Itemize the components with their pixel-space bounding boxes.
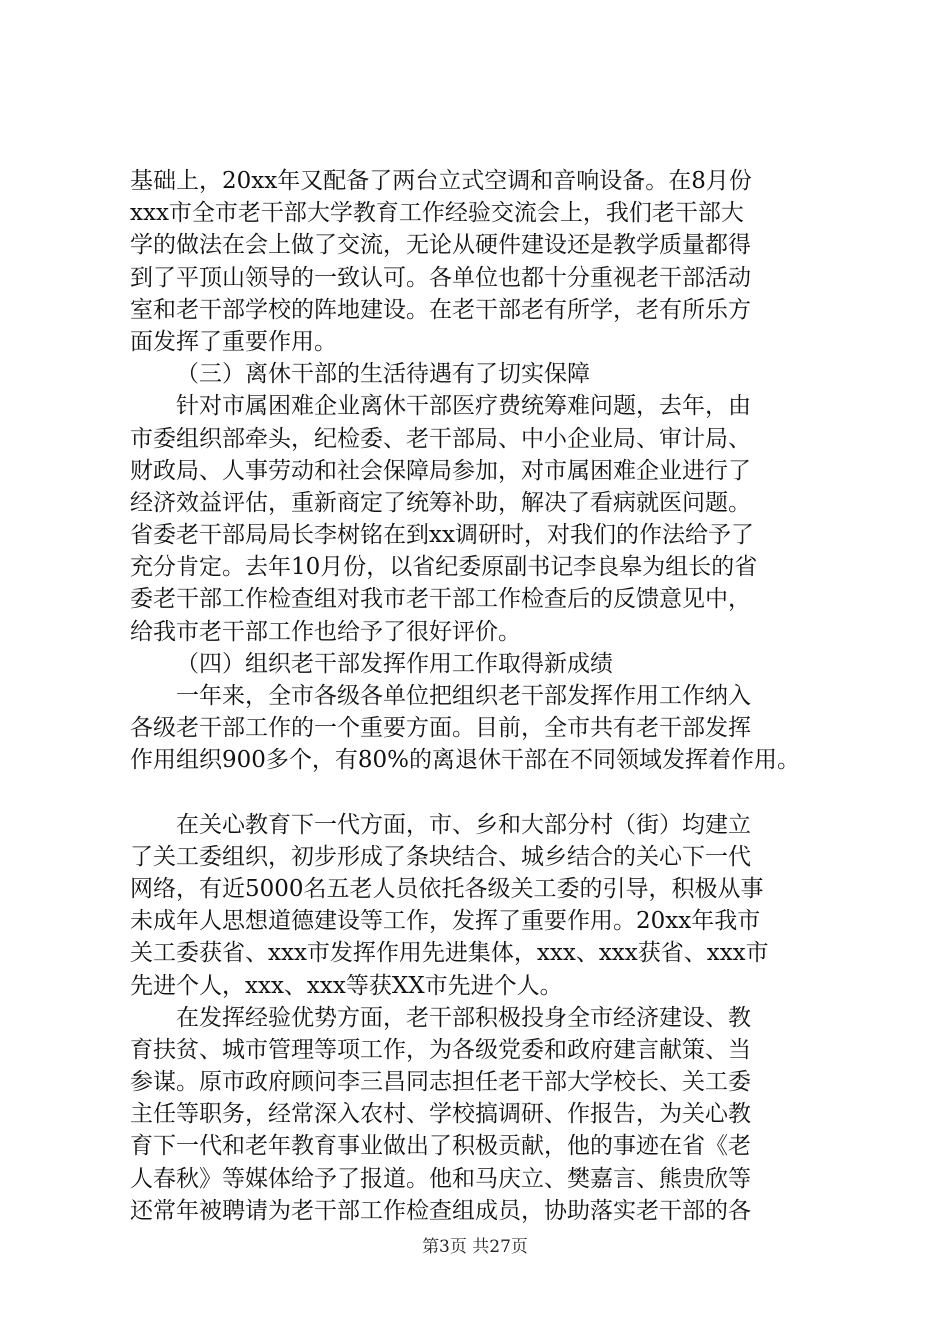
body-line: 基础上，20xx年又配备了两台立式空调和音响设备。在8月份 [130, 168, 752, 194]
body-line: 充分肯定。去年10月份，以省纪委原副书记李良皋为组长的省 [130, 554, 758, 581]
body-line: 了关工委组织，初步形成了条块结合、城乡结合的关心下一代 [130, 843, 751, 870]
body-line: 育下一代和老年教育事业做出了积极贡献，他的事迹在省《老 [130, 1133, 751, 1160]
body-line: 省委老干部局局长李树铭在到xx调研时，对我们的作法给予了 [130, 522, 754, 549]
body-line: 育扶贫、城市管理等项工作，为各级党委和政府建言献策、当 [130, 1036, 751, 1063]
body-line: 主任等职务，经常深入农村、学校搞调研、作报告，为关心教 [130, 1101, 751, 1128]
body-line: 到了平顶山领导的一致认可。各单位也都十分重视老干部活动 [130, 264, 751, 291]
section-heading: （三）离休干部的生活待遇有了切实保障 [176, 361, 590, 388]
body-line: 针对市属困难企业离休干部医疗费统筹难问题，去年，由 [176, 393, 751, 420]
body-line: xxx市全市老干部大学教育工作经验交流会上，我们老干部大 [130, 200, 744, 227]
body-line: 还常年被聘请为老干部工作检查组成员，协助落实老干部的各 [130, 1197, 751, 1224]
body-line: 学的做法在会上做了交流，无论从硬件建设还是教学质量都得 [130, 232, 751, 259]
body-line: 先进个人，xxx、xxx等获XX市先进个人。 [130, 972, 563, 999]
body-line: 财政局、人事劳动和社会保障局参加，对市属困难企业进行了 [130, 457, 751, 484]
body-line: 市委组织部牵头，纪检委、老干部局、中小企业局、审计局、 [130, 425, 751, 452]
body-line: 一年来，全市各级各单位把组织老干部发挥作用工作纳入 [176, 683, 751, 709]
body-line: 参谋。原市政府顾问李三昌同志担任老干部大学校长、关工委 [130, 1069, 751, 1096]
body-line: 室和老干部学校的阵地建设。在老干部老有所学，老有所乐方 [130, 296, 751, 323]
body-line: 面发挥了重要作用。 [130, 328, 337, 355]
paragraph-gap [130, 777, 830, 809]
body-line: 未成年人思想道德建设等工作，发挥了重要作用。20xx年我市 [130, 908, 761, 935]
body-line: 经济效益评估，重新商定了统筹补助，解决了看病就医问题。 [130, 489, 751, 516]
body-line: 网络，有近5000名五老人员依托各级关工委的引导，积极从事 [130, 875, 764, 902]
body-line: 在关心教育下一代方面，市、乡和大部分村（街）均建立 [176, 811, 751, 838]
body-line: 作用组织900多个，有80%的离退休干部在不同领域发挥着作用。 [130, 747, 801, 774]
body-line: 在发挥经验优势方面，老干部积极投身全市经济建设、教 [176, 1004, 751, 1031]
page-footer: 第3页 共27页 [422, 1237, 528, 1257]
body-line: 委老干部工作检查组对我市老干部工作检查后的反馈意见中， [130, 586, 751, 613]
body-line: 各级老干部工作的一个重要方面。目前，全市共有老干部发挥 [130, 715, 751, 742]
body-line: 给我市老干部工作也给予了很好评价。 [130, 618, 521, 645]
document-body [130, 165, 830, 1227]
body-line: 关工委获省、xxx市发挥作用先进集体，xxx、xxx获省、xxx市 [130, 940, 769, 967]
body-line: 人春秋》等媒体给予了报道。他和马庆立、樊嘉言、熊贵欣等 [130, 1165, 751, 1192]
section-heading: （四）组织老干部发挥作用工作取得新成绩 [176, 650, 613, 677]
